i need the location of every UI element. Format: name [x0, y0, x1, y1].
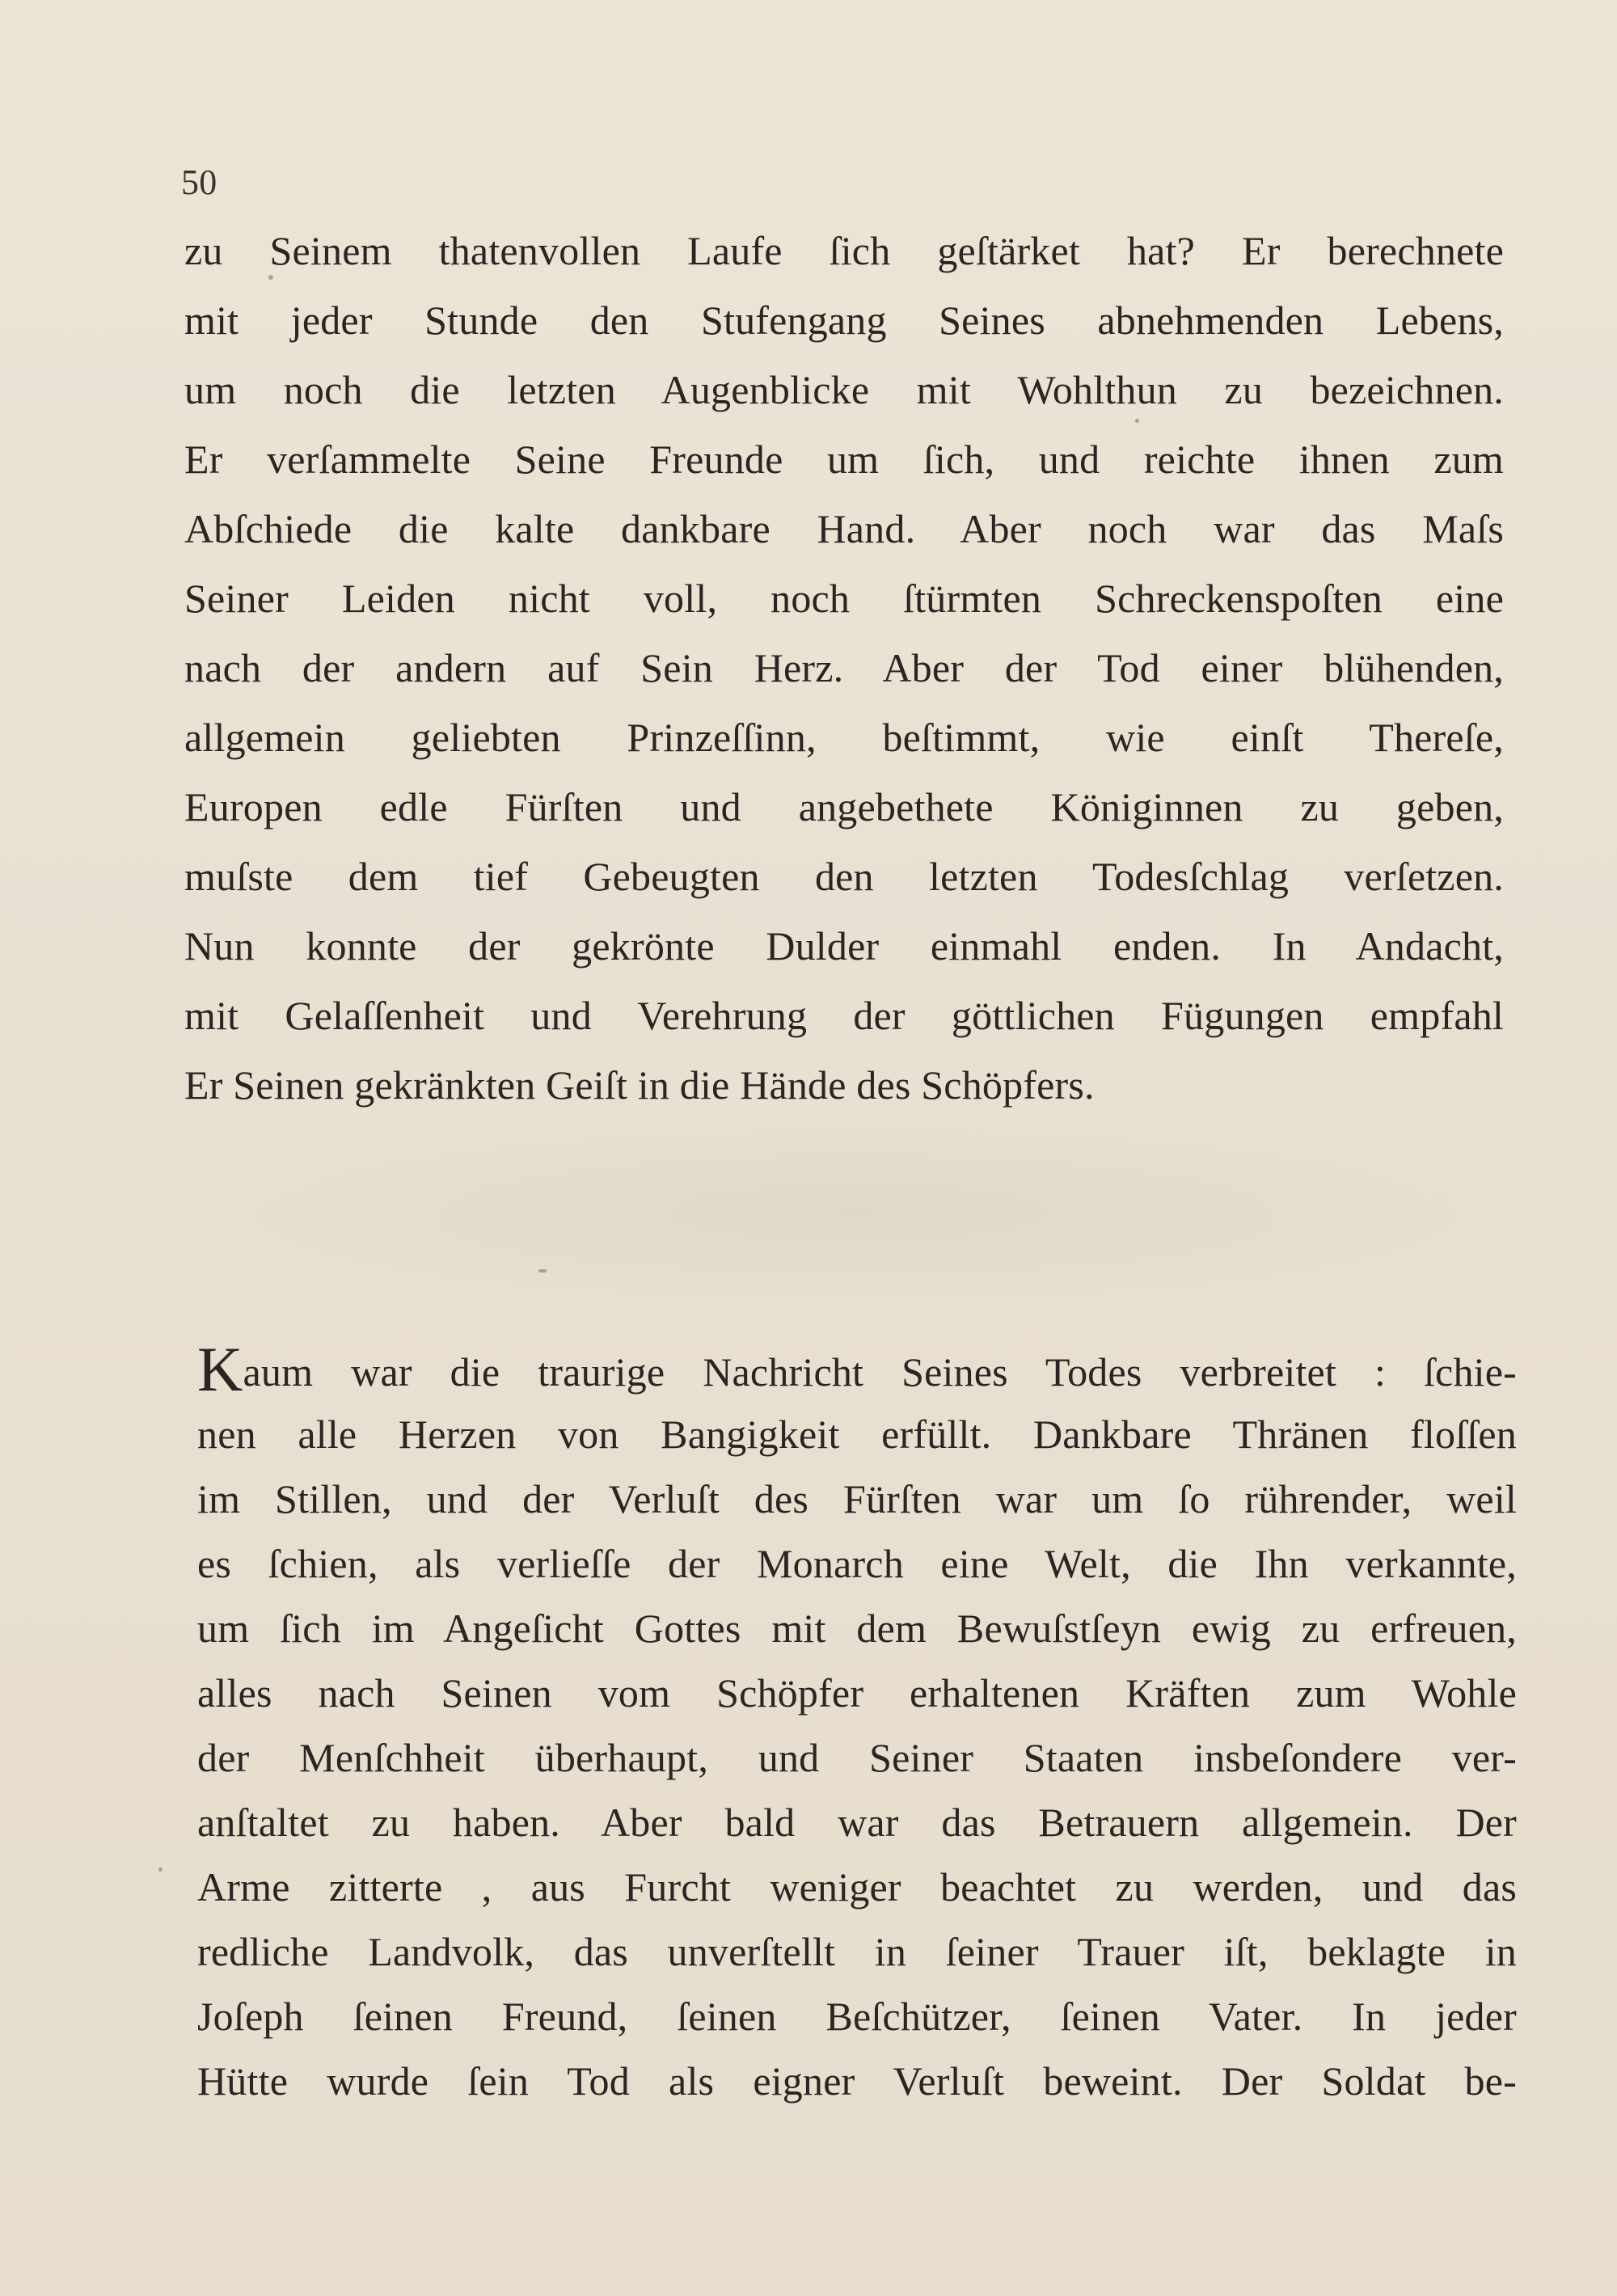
text-line: mit Gelaſſenheit und Verehrung der göttlichen Fügungen empfahl — [184, 993, 1504, 1038]
text-line: alles nach Seinen vom Schöpfer erhaltenen Kräften zum Wohle — [197, 1670, 1517, 1716]
text-line: im Stillen, und der Verluſt des Fürſten war um ſo rührender, weil — [197, 1476, 1517, 1522]
text-line: allgemein geliebten Prinzeſſinn, beſtimmt, wie einſt Thereſe, — [184, 715, 1504, 760]
text-line: zu Seinem thatenvollen Laufe ſich geſtärket hat? Er berechnete — [184, 228, 1504, 273]
text-line: es ſchien, als verlieſſe der Monarch eine Welt, die Ihn verkannte, — [197, 1541, 1517, 1586]
first-line-rest: aum war die traurige Nachricht Seines Todes verbreitet : ſchie- — [243, 1349, 1517, 1395]
show-through-shadow — [178, 1116, 1536, 1310]
text-line: muſste dem tief Gebeugten den letzten Todesſchlag verſetzen. — [184, 854, 1504, 899]
ink-speck — [1135, 419, 1139, 423]
ink-speck — [538, 1269, 547, 1273]
text-line: mit jeder Stunde den Stufengang Seines abnehmenden Lebens, — [184, 298, 1504, 343]
ink-speck — [158, 1868, 163, 1872]
text-line: der Menſchheit überhaupt, und Seiner Staaten insbeſondere ver- — [197, 1735, 1517, 1780]
ink-speck — [268, 275, 273, 280]
text-line-first — [197, 1334, 1517, 1404]
text-line: Arme zitterte , aus Furcht weniger beachtet zu werden, und das — [197, 1864, 1517, 1910]
text-line: Abſchiede die kalte dankbare Hand. Aber noch war das Maſs — [184, 506, 1504, 551]
text-line: um ſich im Angeſicht Gottes mit dem Bewuſstſeyn ewig zu erfreuen, — [197, 1606, 1517, 1651]
text-line: Europen edle Fürſten und angebethete Königinnen zu geben, — [184, 784, 1504, 829]
page-number: 50 — [181, 162, 217, 202]
text-line: Er Seinen gekränkten Geiſt in die Hände des Schöpfers. — [184, 1062, 1095, 1108]
text-line: nen alle Herzen von Bangigkeit erfüllt. Dankbare Thränen floſſen — [197, 1412, 1517, 1457]
text-line: nach der andern auf Sein Herz. Aber der Tod einer blühenden, — [184, 645, 1504, 690]
text-line: Joſeph ſeinen Freund, ſeinen Beſchützer, ſeinen Vater. In jeder — [197, 1994, 1517, 2039]
text-line: Er verſammelte Seine Freunde um ſich, und reichte ihnen zum — [184, 437, 1504, 482]
text-line: anſtaltet zu haben. Aber bald war das Betrauern allgemein. Der — [197, 1800, 1517, 1845]
text-line: Hütte wurde ſein Tod als eigner Verluſt beweint. Der Soldat be- — [197, 2058, 1517, 2104]
text-line: Nun konnte der gekrönte Dulder einmahl enden. In Andacht, — [184, 923, 1504, 969]
text-line: Seiner Leiden nicht voll, noch ſtürmten Schreckenspoſten eine — [184, 576, 1504, 621]
text-line: um noch die letzten Augenblicke mit Wohlthun zu bezeichnen. — [184, 367, 1504, 412]
drop-cap: K — [197, 1334, 243, 1404]
text-line: redliche Landvolk, das unverſtellt in ſeiner Trauer iſt, beklagte in — [197, 1929, 1517, 1974]
